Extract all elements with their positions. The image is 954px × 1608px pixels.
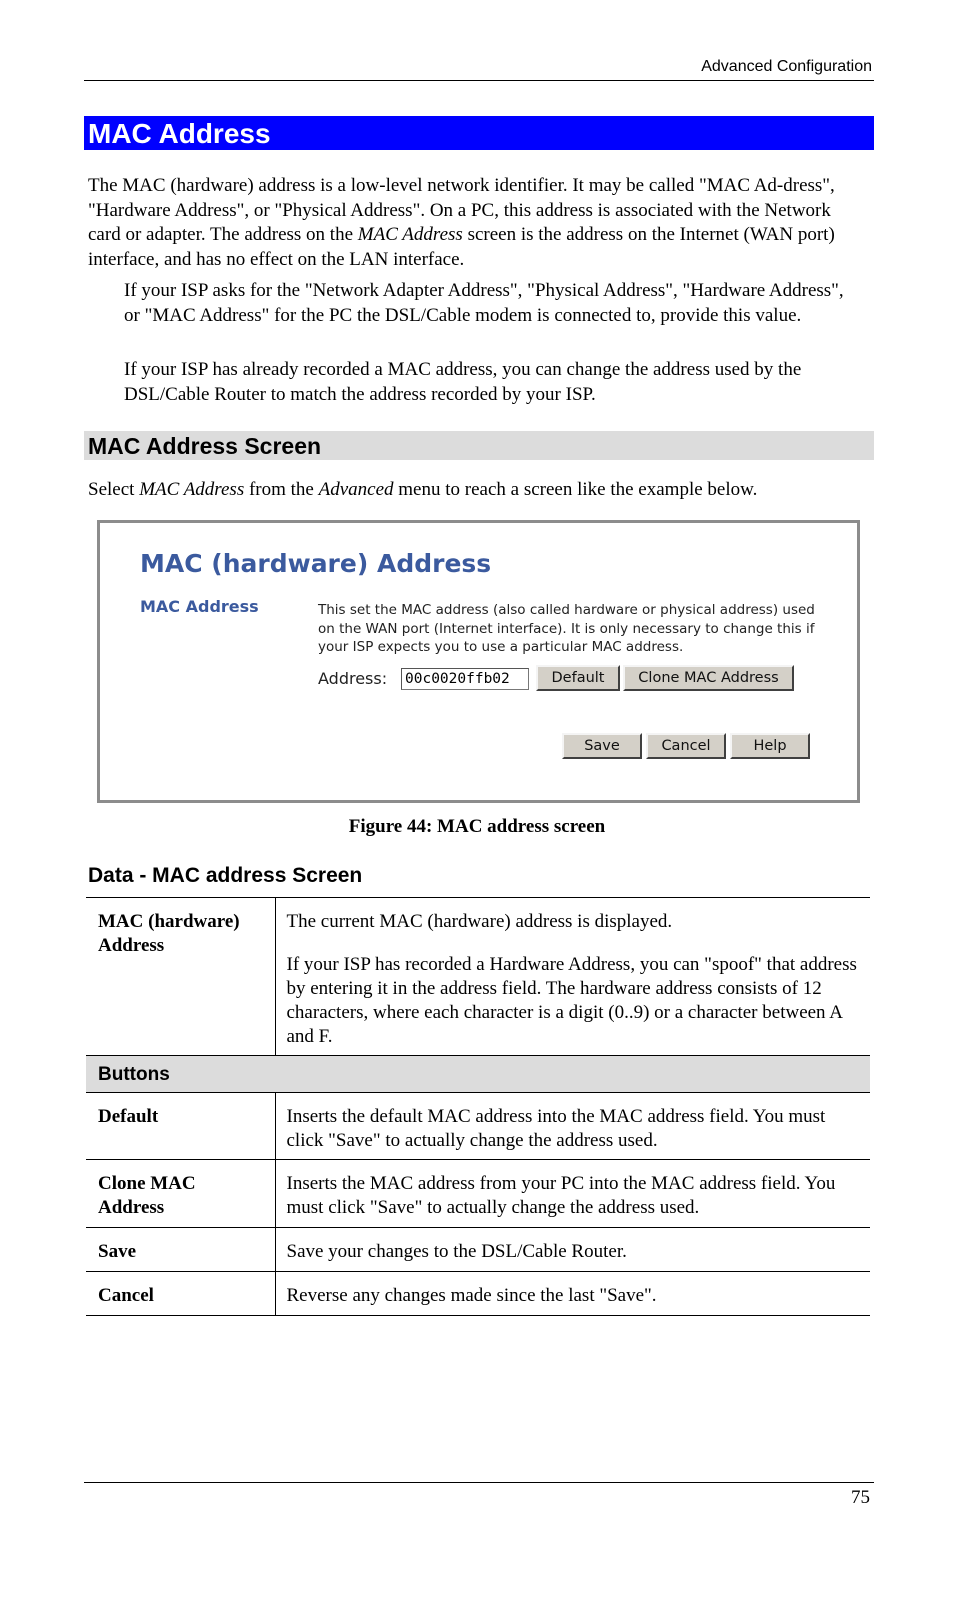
figure-caption: Figure 44: MAC address screen [348, 816, 606, 837]
intro-emphasis: MAC Address [357, 224, 463, 245]
row-label: Save [86, 1228, 275, 1272]
page-number: 75 [851, 1487, 870, 1508]
figure-section-label: MAC Address [140, 597, 259, 616]
select-text-c: menu to reach a screen like the example below. [393, 479, 758, 500]
isp-recorded-paragraph: If your ISP has already recorded a MAC address, you can change the address used by the DSL/Cable Router to match the address recorded by your ISP. [124, 359, 802, 405]
intro-text-b: screen is the address on the Internet (WAN port) interface, and has no effect on the LAN interface. [88, 224, 835, 270]
table-row [86, 898, 870, 1056]
page-title: MAC Address [84, 116, 874, 150]
row-description: Reverse any changes made since the last "Save". [286, 1285, 657, 1306]
intro-text-a: The MAC (hardware) address is a low-level network identifier. It may be called "MAC Ad-dress", "Hardware Address", or "Physical Address". On a PC, this address is associated with the Network card or adapter. The address on the [88, 175, 835, 245]
row-description: Save your changes to the DSL/Cable Router. [286, 1241, 627, 1262]
row-description: Inserts the default MAC address into the MAC address field. You must click "Save" to actually change the address used. [286, 1106, 826, 1151]
select-text-b: from the [244, 479, 319, 500]
row-description: Inserts the MAC address from your PC into the MAC address field. You must click "Save" to actually change the address used. [286, 1173, 836, 1218]
select-text-a: Select [88, 479, 140, 500]
intro-paragraph [88, 174, 848, 272]
figure-description: This set the MAC address (also called hardware or physical address) used on the WAN port (Internet interface). It is only necessary to change this if your ISP expects you to use a particular MAC address. [318, 602, 815, 655]
row-label: MAC (hardware) Address [86, 898, 275, 1056]
default-button[interactable]: Default [536, 665, 620, 691]
select-em-advanced: Advanced [318, 479, 394, 500]
table-row [86, 1272, 870, 1316]
table-row [86, 1160, 870, 1228]
running-header: Advanced Configuration [701, 58, 872, 75]
buttons-heading: Buttons [86, 1056, 870, 1093]
data-table [86, 897, 870, 1316]
screenshot-figure [97, 520, 860, 803]
footer-rule [84, 1482, 874, 1483]
table-row [86, 1093, 870, 1160]
isp-paragraph: If your ISP asks for the "Network Adapter Address", "Physical Address", "Hardware Address", or "MAC Address" for the PC the DSL/Cable modem is connected to, provide this value. [124, 280, 844, 326]
row-label: Clone MAC Address [86, 1160, 275, 1228]
row-description [275, 898, 870, 1056]
row-label: Default [86, 1093, 275, 1160]
address-input[interactable]: 00c0020ffb02 [401, 668, 529, 690]
cancel-button[interactable]: Cancel [646, 733, 726, 759]
header-rule [84, 80, 874, 81]
row-text: The current MAC (hardware) address is displayed. [286, 911, 673, 932]
save-button[interactable]: Save [562, 733, 642, 759]
table-row [86, 1228, 870, 1272]
clone-mac-button[interactable]: Clone MAC Address [623, 665, 794, 691]
data-heading: Data - MAC address Screen [88, 864, 363, 887]
row-label: Cancel [86, 1272, 275, 1316]
select-paragraph [88, 478, 868, 503]
section-heading: MAC Address Screen [84, 431, 874, 460]
row-text: If your ISP has recorded a Hardware Address, you can "spoof" that address by entering it in the address field. The hardware address consists of 12 characters, where each character is a digit (0..9) or a character between A and F. [286, 954, 857, 1047]
figure-title: MAC (hardware) Address [140, 549, 492, 578]
address-label: Address: [318, 669, 388, 688]
help-button[interactable]: Help [730, 733, 810, 759]
table-section-row [86, 1056, 870, 1093]
select-em-mac: MAC Address [139, 479, 245, 500]
